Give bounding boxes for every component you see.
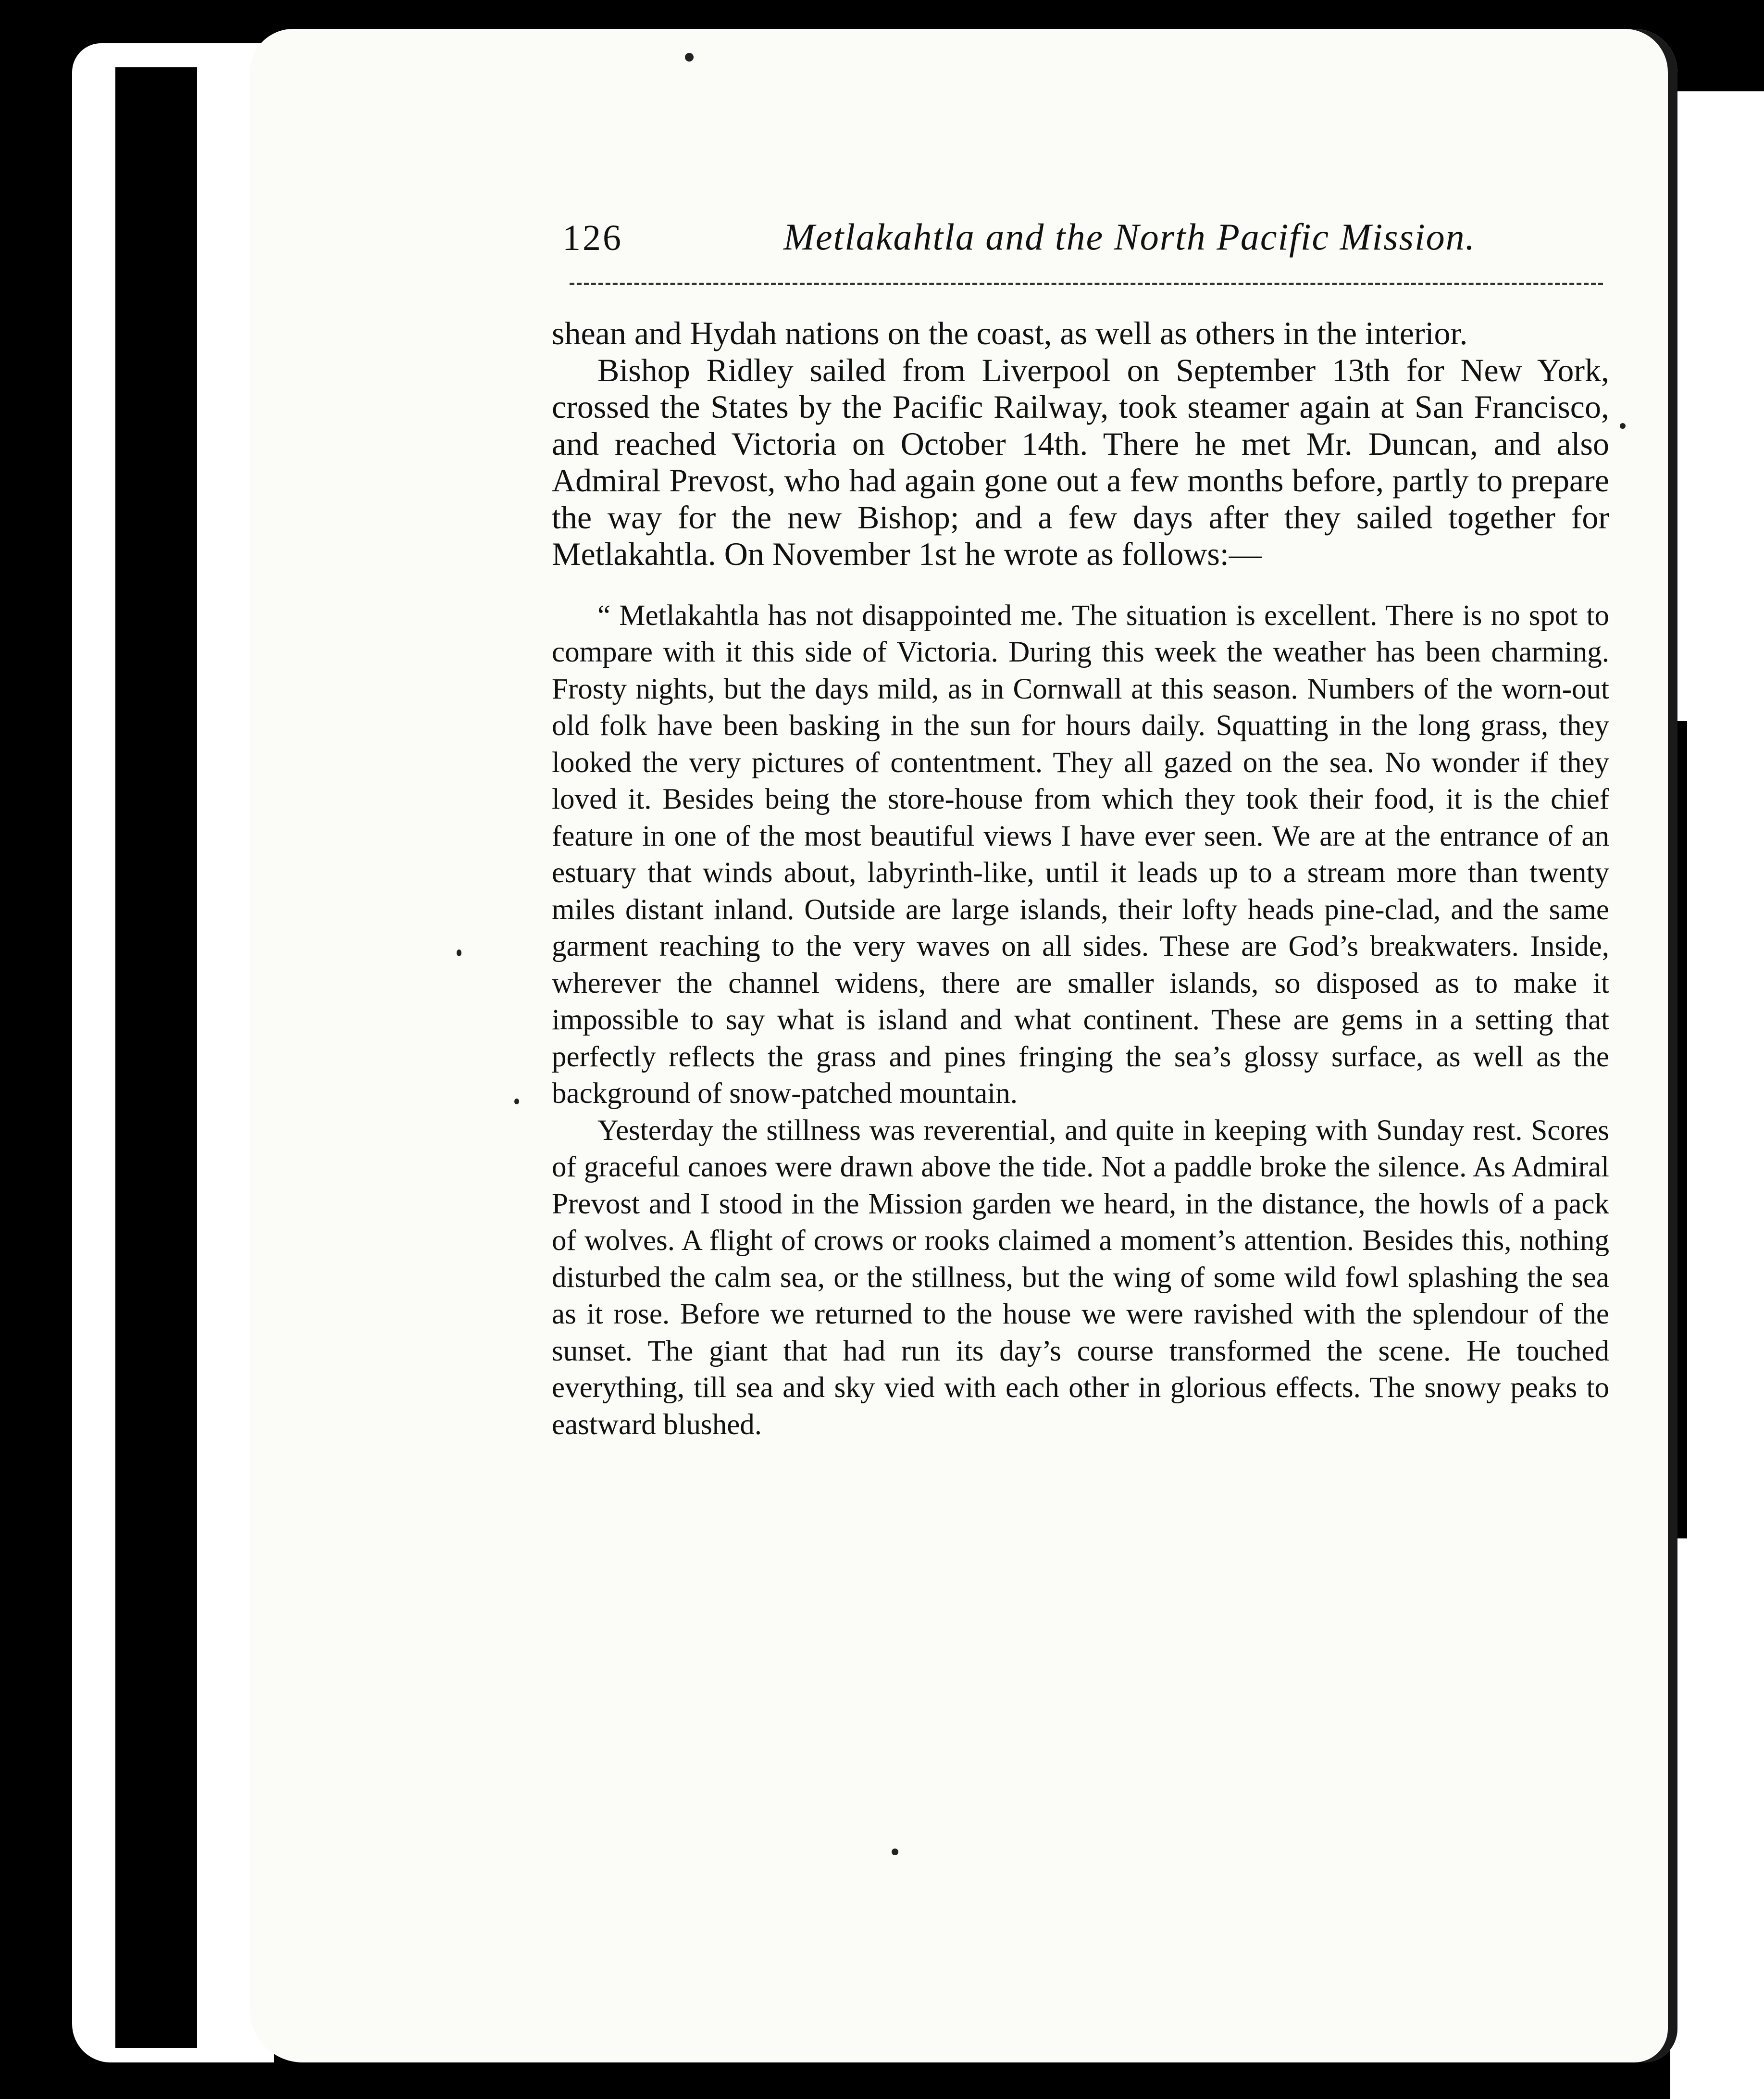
paragraph-letter-continued: Yesterday the stillness was reverential, and quite in keeping with Sunday rest. Scores of graceful canoes were drawn above the tide. Not a paddle broke the silence. As Admiral Prevost and I stood in the Mission garden we heard, in the distance, the howls of a pack of wolves. A flight of crows or rooks claimed a moment’s attention. Besides this, nothing disturbed the calm sea, or the stillness, but the wing of some wild fowl splashing the sea as it rose. Before we returned to the house we were ravished with the splendour of the sunset. The giant that had run its day’s course transformed the scene. He touched everything, till sea and sky vied with each other in glorious effects. The snowy peaks to eastward blushed. [552,1114,1609,1441]
running-title: Metlakahtla and the North Pacific Mission. [783,216,1476,258]
binding-shadow [115,67,197,2048]
scan-speck [1620,423,1626,429]
page-number: 126 [562,218,623,258]
paragraph-letter-quote: “ Metlakahtla has not disappointed me. The situation is excellent. There is no spot to compare with it this side of Victoria. During this week the weather has been charming. Frosty nights, but the days mild, as in Cornwall at this season. Numbers of the worn-out old folk have been basking in the sun for hours daily. Squatting in the long grass, they looked the very pictures of contentment. They all gazed on the sea. No wonder if they loved it. Besides being the store-house from which they took their food, it is the chief feature in one of the most beautiful views I have ever seen. We are at the entrance of an estuary that winds about, labyrinth-like, until it leads up to a stream more than twenty miles distant inland. Outside are large islands, their lofty heads pine-clad, and the same garment reaching to the very waves on all sides. These are God’s breakwaters. Inside, wherever the channel widens, there are smaller islands, so disposed as to make it impossible to say what is island and what continent. These are gems in a setting that perfectly reflects the grass and pines fringing the sea’s glossy surface, as well as the background of snow-patched mountain. [552,599,1609,1110]
scan-speck [685,53,694,62]
scan-speck [892,1849,898,1855]
header-rule [570,283,1603,285]
paragraph-voyage: Bishop Ridley sailed from Liverpool on September 13th for New York, crossed the States by the Pacific Railway, took steamer again at San Francisco, and reached Victoria on October 14th. There he met Mr. Duncan, and also Admiral Prevost, who had again gone out a few months before, partly to prepare the way for the new Bishop; and a few days after they sailed together for Metlakahtla. On November 1st he wrote as follows:— [552,351,1609,572]
body-text [552,315,1609,1443]
scan-speck [514,1099,519,1104]
paragraph-continuation: shean and Hydah nations on the coast, as well as others in the interior. [552,315,1468,351]
scan-speck [457,950,461,956]
